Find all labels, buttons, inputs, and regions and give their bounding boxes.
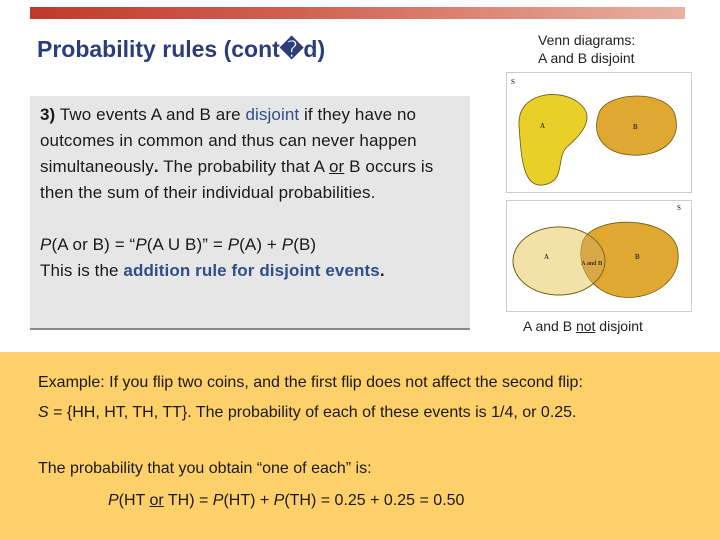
addition-formula: P(A or B) = “P(A U B)” = P(A) + P(B) <box>40 235 317 254</box>
intersection-label: A and B <box>581 260 603 267</box>
event-a-region <box>519 94 587 185</box>
rule-paragraph <box>40 102 462 206</box>
slide-title: Probability rules (cont�d) <box>37 36 326 62</box>
example-panel <box>0 352 720 540</box>
addition-rule-term: addition rule for disjoint events <box>123 261 380 280</box>
example-line-1: Example: If you flip two coins, and the first flip does not affect the second flip: <box>38 374 583 391</box>
addition-rule-line: This is the addition rule for disjoint events. <box>40 261 385 280</box>
rule-period: . <box>153 157 159 176</box>
event-b-label-2: B <box>635 253 640 261</box>
rule-text-1: Two events A and B are <box>55 105 246 124</box>
disjoint-term: disjoint <box>245 105 300 124</box>
title-accent-bar <box>30 7 685 19</box>
event-a-label: A <box>540 122 546 130</box>
venn-caption-not-disjoint: A and B not disjoint <box>523 318 643 334</box>
venn-diagram-overlap <box>506 200 692 312</box>
sample-space-label-2: S <box>677 204 681 212</box>
rule-text-3: The probability that A <box>158 157 329 176</box>
rule-text-2: if they have no outcomes in common and thus can never happen simultaneously <box>40 105 417 176</box>
rule-text-box <box>30 96 470 330</box>
venn-caption-line1: Venn diagrams: <box>538 32 636 48</box>
venn-disjoint-svg <box>507 73 691 192</box>
venn-caption-disjoint <box>538 31 635 67</box>
venn-caption-line2: A and B disjoint <box>538 50 635 66</box>
not-word: not <box>575 318 596 334</box>
event-b-label: B <box>633 123 638 131</box>
example-line-3: The probability that you obtain “one of each” is: <box>38 460 372 477</box>
event-a-label-2: A <box>544 253 550 261</box>
example-line-4: P(HT or TH) = P(HT) + P(TH) = 0.25 + 0.25 = 0.50 <box>108 492 465 509</box>
example-line-2: S = {HH, HT, TH, TT}. The probability of each of these events is 1/4, or 0.25. <box>38 404 577 421</box>
rule-number: 3) <box>40 105 56 124</box>
sample-space-label: S <box>511 78 515 86</box>
venn-diagram-disjoint <box>506 72 692 193</box>
rule-or: or <box>328 157 345 176</box>
rule-text-4: B occurs is then the sum of their individual probabilities. <box>40 157 434 202</box>
venn-overlap-svg <box>507 201 691 311</box>
